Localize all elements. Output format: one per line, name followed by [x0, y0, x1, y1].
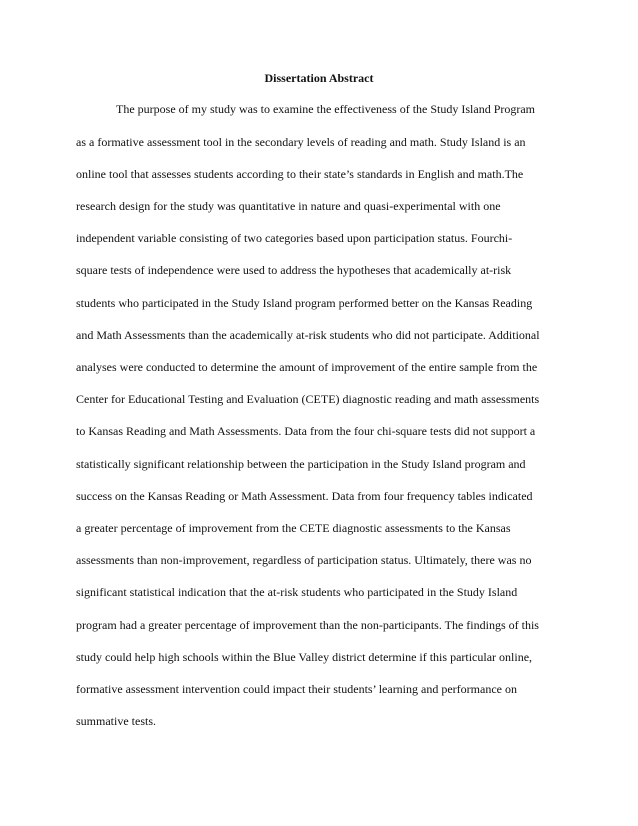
page-title: Dissertation Abstract: [264, 71, 374, 85]
abstract-line: success on the Kansas Reading or Math Assessment. Data from four frequency tables indicated: [76, 489, 533, 503]
abstract-line: square tests of independence were used to address the hypotheses that academically at-risk: [76, 263, 512, 277]
abstract-line: analyses were conducted to determine the amount of improvement of the entire sample from the: [76, 360, 538, 374]
abstract-line: program had a greater percentage of improvement than the non-participants. The findings of this: [76, 618, 539, 632]
abstract-line: independent variable consisting of two categories based upon participation status. Fourchi-: [76, 231, 513, 245]
abstract-line: significant statistical indication that the at-risk students who participated in the Study Island: [76, 585, 518, 599]
abstract-line: as a formative assessment tool in the secondary levels of reading and math. Study Island is an: [76, 135, 526, 149]
abstract-line: students who participated in the Study Island program performed better on the Kansas Reading: [76, 296, 533, 310]
abstract-line: Center for Educational Testing and Evaluation (CETE) diagnostic reading and math assessments: [76, 392, 540, 406]
abstract-line: study could help high schools within the Blue Valley district determine if this particular online,: [76, 650, 533, 664]
abstract-line: to Kansas Reading and Math Assessments. Data from the four chi-square tests did not support a: [76, 424, 536, 438]
abstract-line: The purpose of my study was to examine the effectiveness of the Study Island Program: [116, 102, 536, 116]
abstract-line: formative assessment intervention could impact their students’ learning and performance on: [76, 682, 517, 696]
abstract-line: assessments than non-improvement, regardless of participation status. Ultimately, there was no: [76, 553, 532, 567]
abstract-line: statistically significant relationship between the participation in the Study Island program and: [76, 457, 526, 471]
abstract-line: and Math Assessments than the academically at-risk students who did not participate. Additional: [76, 328, 540, 342]
abstract-line: summative tests.: [76, 714, 156, 728]
abstract-line: research design for the study was quantitative in nature and quasi-experimental with one: [76, 199, 501, 213]
abstract-line: a greater percentage of improvement from the CETE diagnostic assessments to the Kansas: [76, 521, 511, 535]
abstract-line: online tool that assesses students according to their state’s standards in English and math.The: [76, 167, 524, 181]
